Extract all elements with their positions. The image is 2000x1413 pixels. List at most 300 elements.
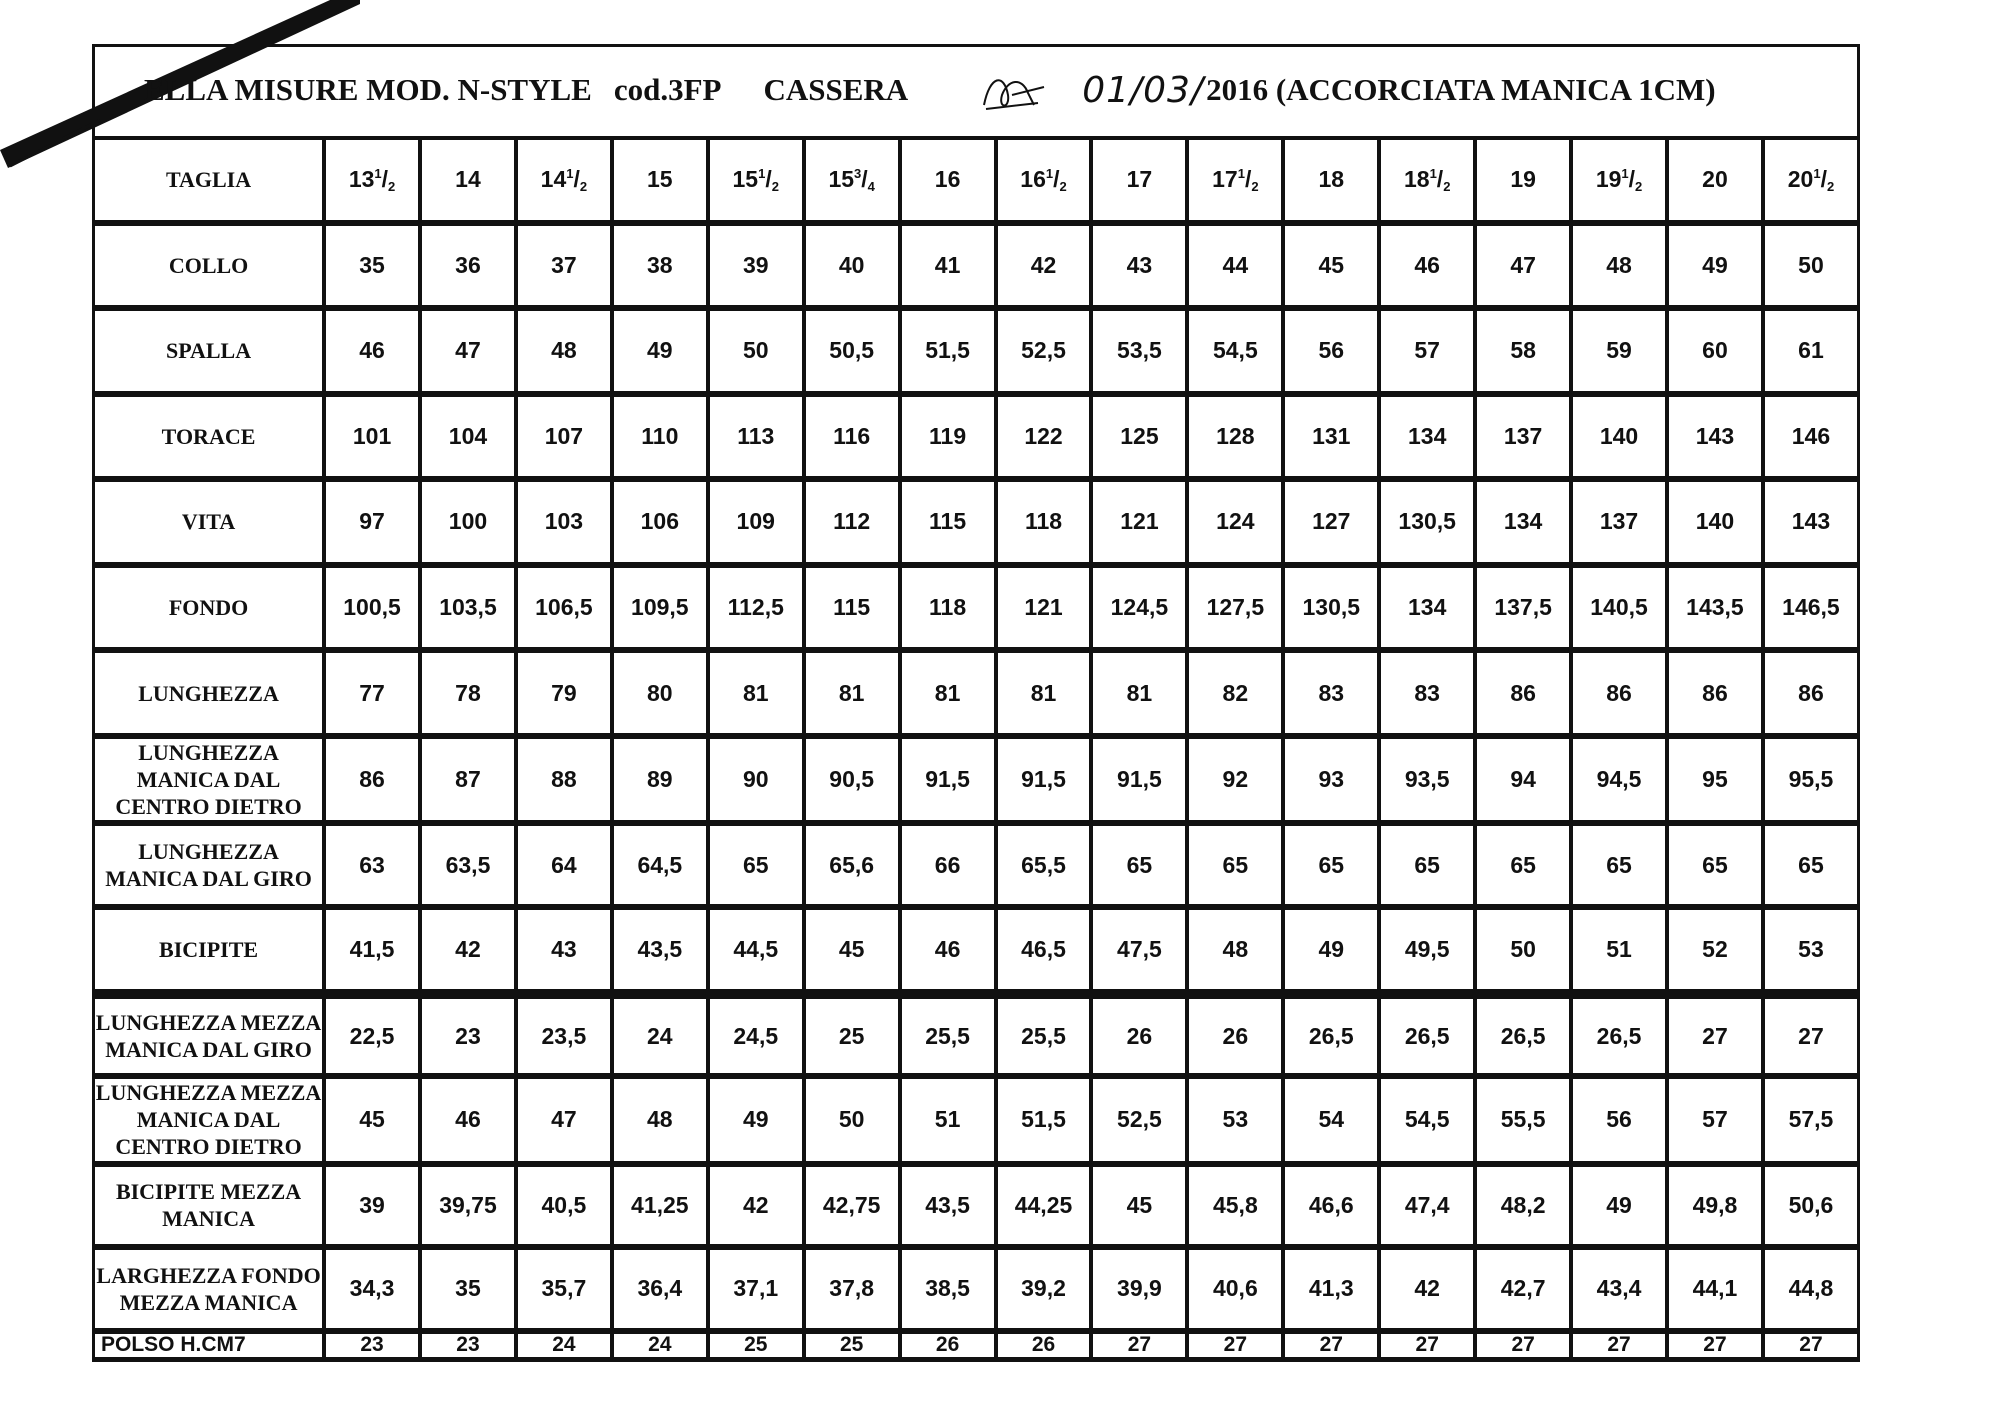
measurement-value: 49,8 <box>1668 1167 1764 1251</box>
measurement-value: 57,5 <box>1764 1079 1860 1167</box>
measurement-value: 46 <box>325 311 421 397</box>
measurement-value: 79 <box>517 653 613 739</box>
measurement-value: 65 <box>1188 826 1284 910</box>
handwritten-date: 01/03/ <box>1082 69 1205 111</box>
size-header-cell <box>1188 140 1284 226</box>
size-whole: 18 <box>1403 165 1430 192</box>
measurement-row <box>92 311 1860 397</box>
measurement-value: 121 <box>997 568 1093 654</box>
measurement-label: LUNGHEZZA MEZZA MANICA DAL GIRO <box>92 995 325 1079</box>
size-fraction-numerator: 3 <box>854 165 862 181</box>
size-header-cell <box>1380 140 1476 226</box>
measurement-value: 42,75 <box>805 1167 901 1251</box>
measurement-label: LUNGHEZZA MANICA DAL GIRO <box>92 826 325 910</box>
document-title: ELLA MISURE MOD. N-STYLE <box>144 72 592 107</box>
measurement-value: 45 <box>1284 226 1380 312</box>
measurement-value: 91,5 <box>1092 739 1188 827</box>
measurement-value: 37 <box>517 226 613 312</box>
revision-date <box>1082 70 1715 111</box>
measurement-value: 25 <box>709 1334 805 1360</box>
measurement-value: 118 <box>901 568 997 654</box>
measurement-value: 146,5 <box>1764 568 1860 654</box>
measurement-value: 39 <box>325 1167 421 1251</box>
measurement-value: 103 <box>517 482 613 568</box>
size-fraction-denominator: 2 <box>1443 178 1451 194</box>
measurement-value: 45 <box>805 910 901 996</box>
measurement-value: 39,75 <box>421 1167 517 1251</box>
measurement-value: 63,5 <box>421 826 517 910</box>
size-whole: 13 <box>348 165 375 192</box>
size-fraction-numerator: 1 <box>1429 165 1437 181</box>
size-header-label: TAGLIA <box>92 140 325 226</box>
measurement-value: 90 <box>709 739 805 827</box>
measurement-value: 41 <box>901 226 997 312</box>
model-code: cod.3FP <box>613 72 722 107</box>
measurement-value: 25 <box>805 1334 901 1360</box>
size-fraction-denominator: 2 <box>1059 178 1067 194</box>
fraction-slash: / <box>381 165 389 192</box>
size-fraction-numerator: 1 <box>374 165 382 181</box>
measurement-value: 42,7 <box>1476 1250 1572 1334</box>
size-fraction-denominator: 4 <box>867 178 875 194</box>
size-header-cell <box>325 140 421 226</box>
measurement-value: 46,6 <box>1284 1167 1380 1251</box>
measurement-row <box>92 739 1860 827</box>
measurement-value: 27 <box>1668 1334 1764 1360</box>
measurement-value: 127,5 <box>1188 568 1284 654</box>
measurement-value: 112 <box>805 482 901 568</box>
measurement-label: POLSO H.CM7 <box>92 1334 325 1360</box>
size-fraction-denominator: 2 <box>1826 178 1835 194</box>
measurement-row <box>92 568 1860 654</box>
measurement-value: 61 <box>1764 311 1860 397</box>
fraction-slash: / <box>765 165 772 192</box>
size-header-cell <box>421 140 517 226</box>
measurement-value: 130,5 <box>1284 568 1380 654</box>
measurement-value: 86 <box>325 739 421 827</box>
measurement-value: 56 <box>1572 1079 1668 1167</box>
measurement-value: 143,5 <box>1668 568 1764 654</box>
measurement-row <box>92 1334 1860 1360</box>
measurement-value: 54,5 <box>1188 311 1284 397</box>
measurement-value: 65 <box>1668 826 1764 910</box>
measurement-value: 128 <box>1188 397 1284 483</box>
measurement-value: 27 <box>1092 1334 1188 1360</box>
measurement-value: 64 <box>517 826 613 910</box>
size-header-cell <box>613 140 709 226</box>
measurement-value: 51 <box>1572 910 1668 996</box>
measurement-value: 42 <box>421 910 517 996</box>
measurement-value: 103,5 <box>421 568 517 654</box>
measurement-value: 34,3 <box>325 1250 421 1334</box>
date-note: 2016 (ACCORCIATA MANICA 1CM) <box>1206 72 1716 107</box>
measurement-value: 47 <box>517 1079 613 1167</box>
measurement-value: 42 <box>997 226 1093 312</box>
measurement-value: 26,5 <box>1476 995 1572 1079</box>
measurement-value: 49 <box>709 1079 805 1167</box>
measurement-value: 23,5 <box>517 995 613 1079</box>
measurement-value: 137 <box>1572 482 1668 568</box>
size-whole: 15 <box>828 165 855 192</box>
measurement-value: 40,5 <box>517 1167 613 1251</box>
measurement-value: 86 <box>1572 653 1668 739</box>
measurement-value: 44,25 <box>997 1167 1093 1251</box>
measurement-value: 116 <box>805 397 901 483</box>
measurement-row <box>92 1167 1860 1251</box>
measurement-value: 81 <box>997 653 1093 739</box>
size-whole: 20 <box>1702 166 1728 193</box>
measurement-value: 22,5 <box>325 995 421 1079</box>
size-whole: 19 <box>1510 166 1536 193</box>
measurement-value: 65,6 <box>805 826 901 910</box>
measurement-value: 65 <box>1476 826 1572 910</box>
measurement-value: 41,3 <box>1284 1250 1380 1334</box>
measurement-value: 137 <box>1476 397 1572 483</box>
measurement-value: 134 <box>1476 482 1572 568</box>
measurement-value: 65,5 <box>997 826 1093 910</box>
size-whole: 14 <box>540 165 567 192</box>
measurement-label: FONDO <box>92 568 325 654</box>
measurement-value: 26 <box>997 1334 1093 1360</box>
measurement-value: 45,8 <box>1188 1167 1284 1251</box>
document-header <box>92 44 1860 136</box>
size-fraction-numerator: 1 <box>1045 165 1054 181</box>
size-fraction-denominator: 2 <box>1635 178 1643 194</box>
size-header-cell <box>997 140 1093 226</box>
measurement-value: 124 <box>1188 482 1284 568</box>
measurement-value: 137,5 <box>1476 568 1572 654</box>
measurement-value: 54 <box>1284 1079 1380 1167</box>
measurement-value: 27 <box>1764 995 1860 1079</box>
measurement-value: 66 <box>901 826 997 910</box>
measurement-value: 27 <box>1764 1334 1860 1360</box>
size-fraction-denominator: 2 <box>388 178 396 194</box>
measurement-value: 65 <box>1092 826 1188 910</box>
measurement-value: 134 <box>1380 568 1476 654</box>
measurement-value: 44,1 <box>1668 1250 1764 1334</box>
measurement-value: 49 <box>1284 910 1380 996</box>
measurement-value: 50 <box>1764 226 1860 312</box>
measurement-value: 38,5 <box>901 1250 997 1334</box>
measurement-value: 112,5 <box>709 568 805 654</box>
measurement-value: 51 <box>901 1079 997 1167</box>
size-whole: 18 <box>1318 166 1345 193</box>
measurement-value: 81 <box>709 653 805 739</box>
measurement-value: 64,5 <box>613 826 709 910</box>
measurement-value: 44,8 <box>1764 1250 1860 1334</box>
measurement-value: 37,8 <box>805 1250 901 1334</box>
measurement-value: 143 <box>1764 482 1860 568</box>
measurement-value: 26 <box>1188 995 1284 1079</box>
measurement-value: 134 <box>1380 397 1476 483</box>
table-body <box>92 140 1860 1360</box>
measurement-label: COLLO <box>92 226 325 312</box>
measurement-value: 104 <box>421 397 517 483</box>
measurement-value: 27 <box>1572 1334 1668 1360</box>
size-fraction-denominator: 2 <box>579 178 588 194</box>
measurement-value: 118 <box>997 482 1093 568</box>
measurement-value: 50,5 <box>805 311 901 397</box>
size-whole: 16 <box>934 166 961 193</box>
measurement-value: 94,5 <box>1572 739 1668 827</box>
measurement-value: 46 <box>901 910 997 996</box>
measurement-value: 81 <box>901 653 997 739</box>
measurement-value: 47,4 <box>1380 1167 1476 1251</box>
fraction-slash: / <box>1628 165 1636 192</box>
measurement-value: 91,5 <box>901 739 997 827</box>
measurement-label: VITA <box>92 482 325 568</box>
measurement-value: 43 <box>1092 226 1188 312</box>
measurement-value: 121 <box>1092 482 1188 568</box>
measurement-value: 23 <box>421 1334 517 1360</box>
size-fraction-numerator: 1 <box>1237 165 1245 181</box>
measurement-value: 82 <box>1188 653 1284 739</box>
fraction-slash: / <box>861 165 868 192</box>
measurement-value: 42 <box>1380 1250 1476 1334</box>
measurement-value: 35,7 <box>517 1250 613 1334</box>
fraction-slash: / <box>1053 165 1060 192</box>
measurement-value: 26 <box>1092 995 1188 1079</box>
handwritten-signature <box>978 65 1048 115</box>
size-header-cell <box>517 140 613 226</box>
measurement-value: 143 <box>1668 397 1764 483</box>
measurement-label: TORACE <box>92 397 325 483</box>
measurement-label: BICIPITE <box>92 910 325 996</box>
measurement-value: 140 <box>1668 482 1764 568</box>
measurement-value: 43,5 <box>613 910 709 996</box>
measurement-value: 26 <box>901 1334 997 1360</box>
measurement-value: 46 <box>421 1079 517 1167</box>
measurement-value: 81 <box>1092 653 1188 739</box>
measurement-value: 83 <box>1284 653 1380 739</box>
measurement-value: 44 <box>1188 226 1284 312</box>
size-whole: 19 <box>1595 165 1622 192</box>
measurement-value: 45 <box>325 1079 421 1167</box>
measurement-value: 93 <box>1284 739 1380 827</box>
measurement-label: LUNGHEZZA MEZZA MANICA DAL CENTRO DIETRO <box>92 1079 325 1167</box>
measurement-value: 48 <box>1188 910 1284 996</box>
size-whole: 14 <box>455 166 481 193</box>
measurement-value: 93,5 <box>1380 739 1476 827</box>
measurement-value: 87 <box>421 739 517 827</box>
measurement-value: 92 <box>1188 739 1284 827</box>
size-fraction-numerator: 1 <box>758 165 766 181</box>
measurement-value: 130,5 <box>1380 482 1476 568</box>
measurement-value: 44,5 <box>709 910 805 996</box>
measurement-value: 89 <box>613 739 709 827</box>
measurement-value: 23 <box>325 1334 421 1360</box>
measurement-row <box>92 653 1860 739</box>
measurement-value: 26,5 <box>1572 995 1668 1079</box>
measurement-value: 88 <box>517 739 613 827</box>
measurement-value: 81 <box>805 653 901 739</box>
measurement-value: 97 <box>325 482 421 568</box>
measurement-value: 54,5 <box>1380 1079 1476 1167</box>
size-fraction-denominator: 2 <box>1251 178 1259 194</box>
measurement-value: 48,2 <box>1476 1167 1572 1251</box>
size-header-cell <box>1476 140 1572 226</box>
size-header-cell <box>1572 140 1668 226</box>
size-whole: 20 <box>1787 165 1814 192</box>
measurement-label: LUNGHEZZA <box>92 653 325 739</box>
fraction-slash: / <box>1436 165 1444 192</box>
measurement-value: 101 <box>325 397 421 483</box>
measurement-value: 46 <box>1380 226 1476 312</box>
measurement-row <box>92 226 1860 312</box>
measurement-value: 100 <box>421 482 517 568</box>
size-header-cell <box>709 140 805 226</box>
measurement-value: 38 <box>613 226 709 312</box>
measurement-value: 65 <box>1380 826 1476 910</box>
size-whole: 16 <box>1020 165 1046 192</box>
size-fraction-denominator: 2 <box>771 178 779 194</box>
measurement-label: SPALLA <box>92 311 325 397</box>
measurement-row <box>92 826 1860 910</box>
measurement-value: 100,5 <box>325 568 421 654</box>
measurement-value: 63 <box>325 826 421 910</box>
measurement-value: 125 <box>1092 397 1188 483</box>
measurement-value: 25,5 <box>997 995 1093 1079</box>
measurement-value: 24 <box>613 1334 709 1360</box>
measurement-value: 58 <box>1476 311 1572 397</box>
measurement-value: 59 <box>1572 311 1668 397</box>
measurement-value: 43 <box>517 910 613 996</box>
measurement-value: 140,5 <box>1572 568 1668 654</box>
measurement-value: 37,1 <box>709 1250 805 1334</box>
measurement-value: 119 <box>901 397 997 483</box>
measurement-row <box>92 910 1860 996</box>
measurement-value: 94 <box>1476 739 1572 827</box>
measurement-value: 77 <box>325 653 421 739</box>
measurement-value: 47 <box>421 311 517 397</box>
measurement-value: 26,5 <box>1284 995 1380 1079</box>
measurement-value: 25 <box>805 995 901 1079</box>
measurement-value: 39,2 <box>997 1250 1093 1334</box>
measurement-value: 49 <box>1572 1167 1668 1251</box>
measurement-label: LUNGHEZZA MANICA DAL CENTRO DIETRO <box>92 739 325 827</box>
table-header-row <box>92 140 1860 226</box>
size-fraction-numerator: 1 <box>1621 165 1629 181</box>
size-header-cell <box>1668 140 1764 226</box>
department-label: CASSERA <box>763 72 909 107</box>
measurement-value: 109,5 <box>613 568 709 654</box>
measurement-value: 50 <box>1476 910 1572 996</box>
size-header-cell <box>805 140 901 226</box>
measurement-value: 48 <box>517 311 613 397</box>
measurement-value: 40 <box>805 226 901 312</box>
measurement-value: 36 <box>421 226 517 312</box>
measurement-value: 146 <box>1764 397 1860 483</box>
measurement-value: 52 <box>1668 910 1764 996</box>
measurement-value: 65 <box>1284 826 1380 910</box>
measurement-value: 42 <box>709 1167 805 1251</box>
measurement-value: 50 <box>805 1079 901 1167</box>
measurement-value: 109 <box>709 482 805 568</box>
measurement-row <box>92 397 1860 483</box>
measurement-value: 53,5 <box>1092 311 1188 397</box>
measurement-value: 127 <box>1284 482 1380 568</box>
measurement-value: 57 <box>1668 1079 1764 1167</box>
size-fraction-numerator: 1 <box>566 165 574 181</box>
measurement-value: 115 <box>901 482 997 568</box>
measurement-value: 65 <box>709 826 805 910</box>
measurement-value: 113 <box>709 397 805 483</box>
measurement-value: 39,9 <box>1092 1250 1188 1334</box>
measurement-row <box>92 482 1860 568</box>
measurement-value: 115 <box>805 568 901 654</box>
measurement-value: 46,5 <box>997 910 1093 996</box>
measurement-value: 39 <box>709 226 805 312</box>
fraction-slash: / <box>1820 165 1827 192</box>
measurement-value: 78 <box>421 653 517 739</box>
fraction-slash: / <box>573 165 580 192</box>
measurement-value: 86 <box>1476 653 1572 739</box>
measurement-value: 60 <box>1668 311 1764 397</box>
measurement-value: 27 <box>1476 1334 1572 1360</box>
measurement-value: 131 <box>1284 397 1380 483</box>
measurement-value: 51,5 <box>997 1079 1093 1167</box>
measurement-value: 41,5 <box>325 910 421 996</box>
size-header-cell <box>901 140 997 226</box>
measurement-value: 55,5 <box>1476 1079 1572 1167</box>
size-whole: 15 <box>732 165 759 192</box>
measurement-value: 27 <box>1284 1334 1380 1360</box>
measurement-value: 27 <box>1668 995 1764 1079</box>
measurement-row <box>92 1250 1860 1334</box>
measurement-value: 57 <box>1380 311 1476 397</box>
measurement-value: 45 <box>1092 1167 1188 1251</box>
measurement-value: 35 <box>421 1250 517 1334</box>
measurement-value: 124,5 <box>1092 568 1188 654</box>
measurement-value: 49,5 <box>1380 910 1476 996</box>
measurement-value: 43,4 <box>1572 1250 1668 1334</box>
size-fraction-numerator: 1 <box>1813 165 1821 181</box>
measurement-value: 23 <box>421 995 517 1079</box>
measurement-value: 27 <box>1188 1334 1284 1360</box>
measurement-value: 49 <box>1668 226 1764 312</box>
size-measurement-table <box>92 136 1860 1360</box>
measurement-value: 48 <box>1572 226 1668 312</box>
measurement-value: 56 <box>1284 311 1380 397</box>
measurement-value: 43,5 <box>901 1167 997 1251</box>
measurement-value: 41,25 <box>613 1167 709 1251</box>
measurement-value: 95 <box>1668 739 1764 827</box>
measurement-label: BICIPITE MEZZA MANICA <box>92 1167 325 1251</box>
measurement-value: 47,5 <box>1092 910 1188 996</box>
measurement-value: 24,5 <box>709 995 805 1079</box>
measurement-value: 107 <box>517 397 613 483</box>
measurement-label: LARGHEZZA FONDO MEZZA MANICA <box>92 1250 325 1334</box>
fraction-slash: / <box>1244 165 1252 192</box>
measurement-value: 35 <box>325 226 421 312</box>
measurement-value: 86 <box>1668 653 1764 739</box>
measurement-value: 83 <box>1380 653 1476 739</box>
measurement-value: 95,5 <box>1764 739 1860 827</box>
measurement-value: 90,5 <box>805 739 901 827</box>
measurement-value: 110 <box>613 397 709 483</box>
measurement-value: 49 <box>613 311 709 397</box>
size-header-cell <box>1092 140 1188 226</box>
measurement-value: 65 <box>1572 826 1668 910</box>
measurement-value: 27 <box>1380 1334 1476 1360</box>
measurement-value: 80 <box>613 653 709 739</box>
measurement-value: 65 <box>1764 826 1860 910</box>
measurement-value: 47 <box>1476 226 1572 312</box>
size-whole: 17 <box>1126 166 1153 193</box>
size-header-cell <box>1764 140 1860 226</box>
measurement-value: 26,5 <box>1380 995 1476 1079</box>
measurement-value: 24 <box>517 1334 613 1360</box>
